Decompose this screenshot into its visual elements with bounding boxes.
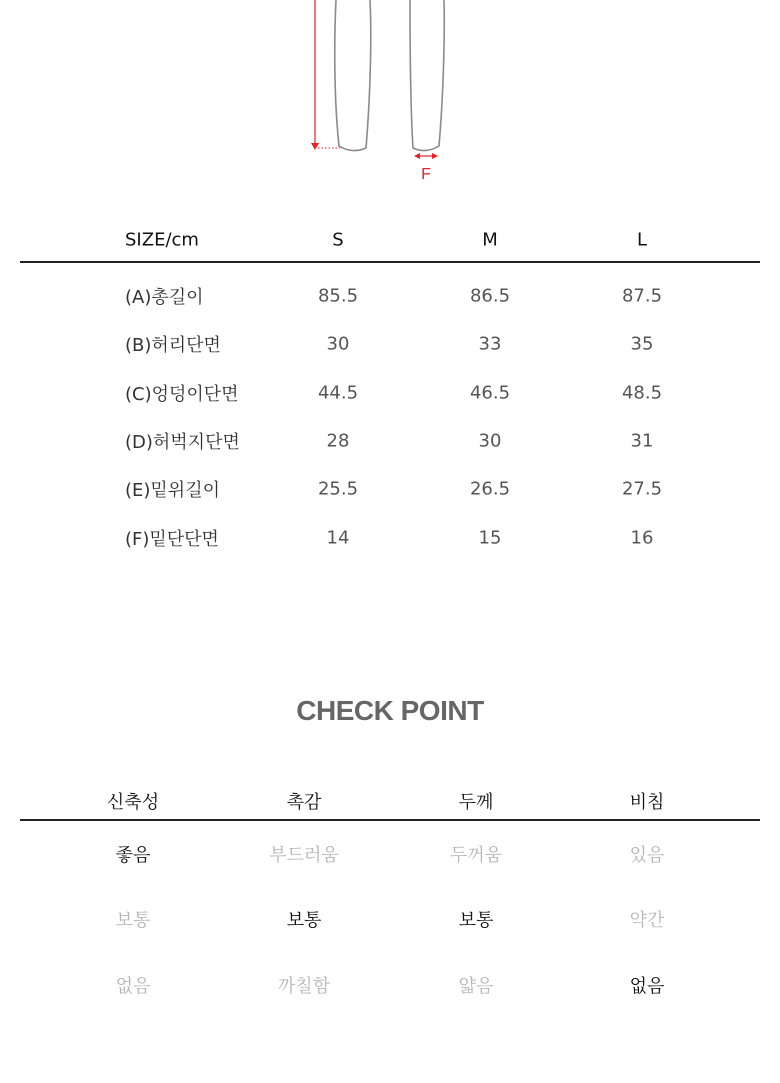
check-option: 부드러움 [269,844,339,866]
check-row-2 [20,887,760,953]
size-value: 26.5 [469,478,511,500]
check-header-texture: 촉감 [286,792,322,813]
hem-arrow-right [432,153,438,159]
check-option: 없음 [115,975,151,997]
size-value: 30 [326,333,350,355]
size-value: 30 [478,430,502,452]
size-row-waist [20,320,760,368]
check-header-stretch: 신축성 [106,792,160,813]
check-option: 있음 [629,844,665,866]
size-row-label: (D)허벅지단면 [125,432,240,454]
check-option: 없음 [629,975,665,997]
hem-arrow-left [414,153,420,159]
size-header-l: L [636,229,648,251]
check-row-1 [20,821,760,887]
size-value: 44.5 [317,382,359,404]
check-option: 약간 [629,910,665,932]
size-table [20,220,760,562]
check-header-thickness: 두께 [458,792,494,813]
size-row-label: (B)허리단면 [125,335,221,357]
size-header-label: SIZE/cm [125,229,199,251]
size-value: 87.5 [621,285,663,307]
check-option: 까칠함 [277,975,331,997]
size-value: 31 [630,430,654,452]
pants-diagram [0,0,780,190]
size-value: 25.5 [317,478,359,500]
size-value: 86.5 [469,285,511,307]
size-row-label: (F)밑단단면 [125,528,219,550]
size-value: 15 [478,527,502,549]
check-option: 보통 [286,910,322,932]
size-value: 16 [630,527,654,549]
size-value: 14 [326,527,350,549]
size-value: 85.5 [317,285,359,307]
size-row-rise [20,465,760,513]
size-header-m: M [482,229,498,251]
check-option: 얇음 [458,975,494,997]
check-option: 좋음 [115,844,151,866]
check-option: 보통 [458,910,494,932]
check-option: 두꺼움 [449,844,503,866]
size-value: 35 [630,333,654,355]
size-row-hip [20,369,760,417]
size-row-thigh [20,417,760,465]
length-arrowhead [311,143,319,150]
size-row-label: (A)총길이 [125,287,204,309]
size-row-hem [20,513,760,561]
check-header-sheerness: 비침 [629,792,665,813]
hem-marker-label: F [421,166,431,183]
size-row-label: (C)엉덩이단면 [125,383,239,405]
size-value: 46.5 [469,382,511,404]
size-row-total-length [20,272,760,320]
check-option: 보통 [115,910,151,932]
size-value: 48.5 [621,382,663,404]
check-point-table [20,778,760,1018]
size-table-header [20,220,760,263]
check-point-title: CHECK POINT [296,695,484,726]
check-row-3 [20,952,760,1018]
size-value: 33 [478,333,502,355]
left-leg-outline [335,0,371,151]
size-value: 28 [326,430,350,452]
check-point-header [20,778,760,821]
right-leg-outline [410,0,444,151]
size-header-s: S [332,229,344,251]
size-value: 27.5 [621,478,663,500]
size-row-label: (E)밑위길이 [125,480,220,502]
